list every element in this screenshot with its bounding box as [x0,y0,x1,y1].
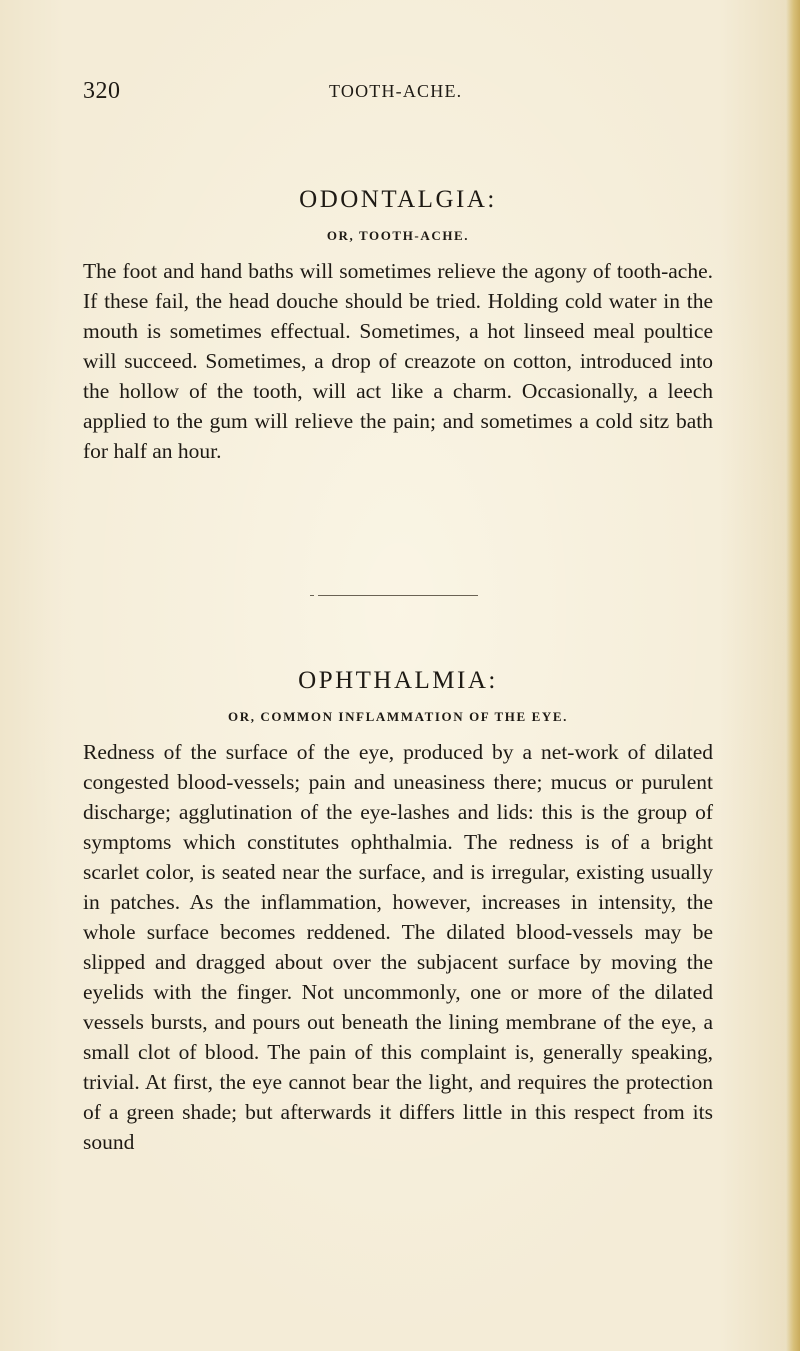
section-odontalgia [83,186,713,466]
section-subheading: OR, COMMON INFLAMMATION OF THE EYE. [228,709,568,724]
section-divider [318,595,478,596]
section-subheading: OR, TOOTH-ACHE. [326,228,470,243]
section-paragraph: The foot and hand baths will sometimes relieve the agony of tooth-ache. If these fail, the head douche should be tried. Holding cold water in the mouth is sometimes effectual. Sometimes, a hot linseed meal poultice will succeed. Sometimes, a drop of creazote on cotton, introduced into the hollow of the tooth, will act like a charm. Occasionally, a leech applied to the gum will relieve the pain; and sometimes a cold sitz bath for half an hour. [83,259,713,463]
running-title: TOOTH-ACHE. [329,81,463,101]
section-paragraph: Redness of the surface of the eye, produced by a net-work of dilated congested blood-vessels; pain and uneasiness there; mucus or purulent discharge; agglutination of the eye-lashes and lids: this is the group of symptoms which constitutes ophthalmia. The redness is of a bright scarlet color, is seated near the surface, and is irregular, existing usually in patches. As the inflammation, however, increases in intensity, the whole surface becomes reddened. The dilated blood-vessels may be slipped and dragged about over the subjacent surface by moving the eyelids with the finger. Not uncommonly, one or more of the dilated vessels bursts, and pours out beneath the lining membrane of the eye, a small clot of blood. The pain of this complaint is, generally speaking, trivial. At first, the eye cannot bear the light, and requires the protection of a green shade; but afterwards it differs little in this respect from its sound [83,740,713,1154]
section-heading: OPHTHALMIA: [298,667,498,694]
section-heading: ODONTALGIA: [299,186,497,213]
page-edge-discoloration [786,0,800,1351]
page-number: 320 [83,78,121,104]
section-ophthalmia [83,667,713,1157]
running-head [83,78,723,108]
